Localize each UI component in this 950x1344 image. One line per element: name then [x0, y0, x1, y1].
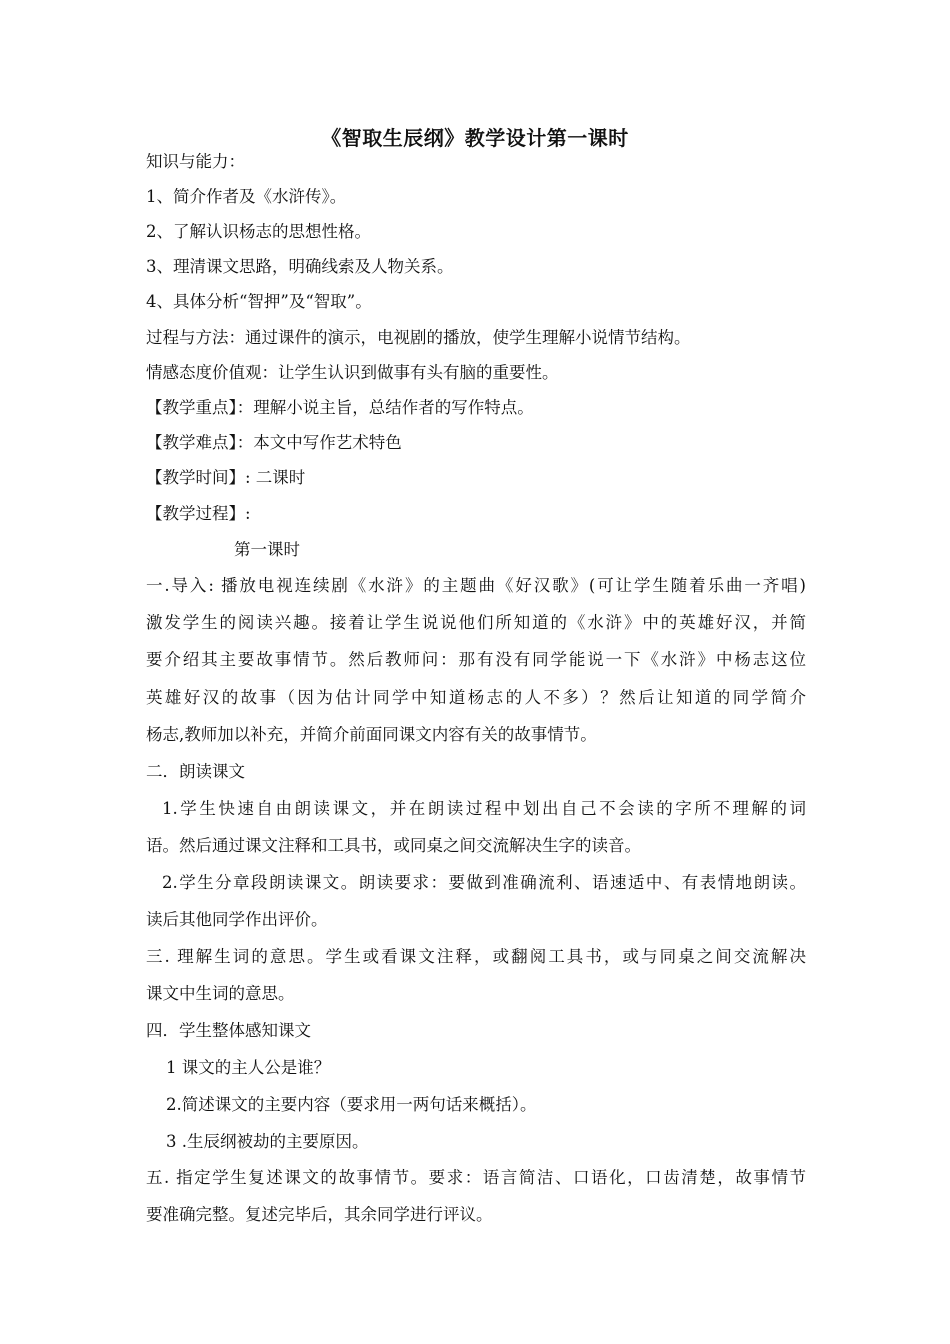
text-line: 1.学生快速自由朗读课文，并在朗读过程中划出自己不会读的字所不理解的词 — [162, 799, 806, 818]
lesson-heading: 第一课时 — [234, 540, 300, 559]
text-line: 五. 指定学生复述课文的故事情节。要求：语言简洁、口语化，口齿清楚，故事情节 — [146, 1168, 806, 1187]
document-title: 《智取生辰纲》教学设计第一课时 — [321, 126, 629, 150]
list-item: 2.简述课文的主要内容（要求用一两句话来概括）。 — [166, 1095, 537, 1114]
list-item: 3 .生辰纲被劫的主要原因。 — [166, 1132, 369, 1151]
section-heading: 二．朗读课文 — [146, 762, 245, 781]
text-line: 【教学难点】：本文中写作艺术特色 — [146, 433, 402, 452]
text-line: 要介绍其主要故事情节。然后教师问：那有没有同学能说一下《水浒》中杨志这位 — [146, 650, 806, 669]
text-line: 读后其他同学作出评价。 — [146, 910, 328, 929]
text-line: 知识与能力： — [146, 152, 245, 171]
text-line: 3、理清课文思路，明确线索及人物关系。 — [146, 257, 454, 276]
text-line: 2.学生分章段朗读课文。朗读要求：要做到准确流利、语速适中、有表情地朗读。 — [162, 873, 806, 892]
text-line: 英雄好汉的故事（因为估计同学中知道杨志的人不多）？然后让知道的同学简介 — [146, 688, 806, 707]
text-line: 【教学时间】: 二课时 — [146, 468, 306, 487]
list-item: 1 课文的主人公是谁？ — [166, 1058, 331, 1077]
text-line: 杨志,教师加以补充，并简介前面同课文内容有关的故事情节。 — [146, 725, 597, 744]
text-line: 一.导入: 播放电视连续剧《水浒》的主题曲《好汉歌》(可让学生随着乐曲一齐唱) — [146, 576, 806, 595]
text-line: 课文中生词的意思。 — [146, 984, 295, 1003]
text-line: 要准确完整。复述完毕后，其余同学进行评议。 — [146, 1205, 493, 1224]
text-line: 三. 理解生词的意思。学生或看课文注释，或翻阅工具书，或与同桌之间交流解决 — [146, 947, 806, 966]
text-line: 语。然后通过课文注释和工具书，或同桌之间交流解决生字的读音。 — [146, 836, 641, 855]
text-line: 4、具体分析“智押”及“智取”。 — [146, 292, 372, 311]
text-line: 1、简介作者及《水浒传》。 — [146, 187, 347, 206]
text-line: 激发学生的阅读兴趣。接着让学生说说他们所知道的《水浒》中的英雄好汉，并简 — [146, 613, 806, 632]
text-line: 过程与方法：通过课件的演示，电视剧的播放，使学生理解小说情节结构。 — [146, 328, 691, 347]
section-heading: 四．学生整体感知课文 — [146, 1021, 311, 1040]
text-line: 情感态度价值观：让学生认识到做事有头有脑的重要性。 — [146, 363, 559, 382]
text-line: 【教学过程】: — [146, 504, 251, 523]
text-line: 2、了解认识杨志的思想性格。 — [146, 222, 371, 241]
text-line: 【教学重点】：理解小说主旨，总结作者的写作特点。 — [146, 398, 534, 417]
